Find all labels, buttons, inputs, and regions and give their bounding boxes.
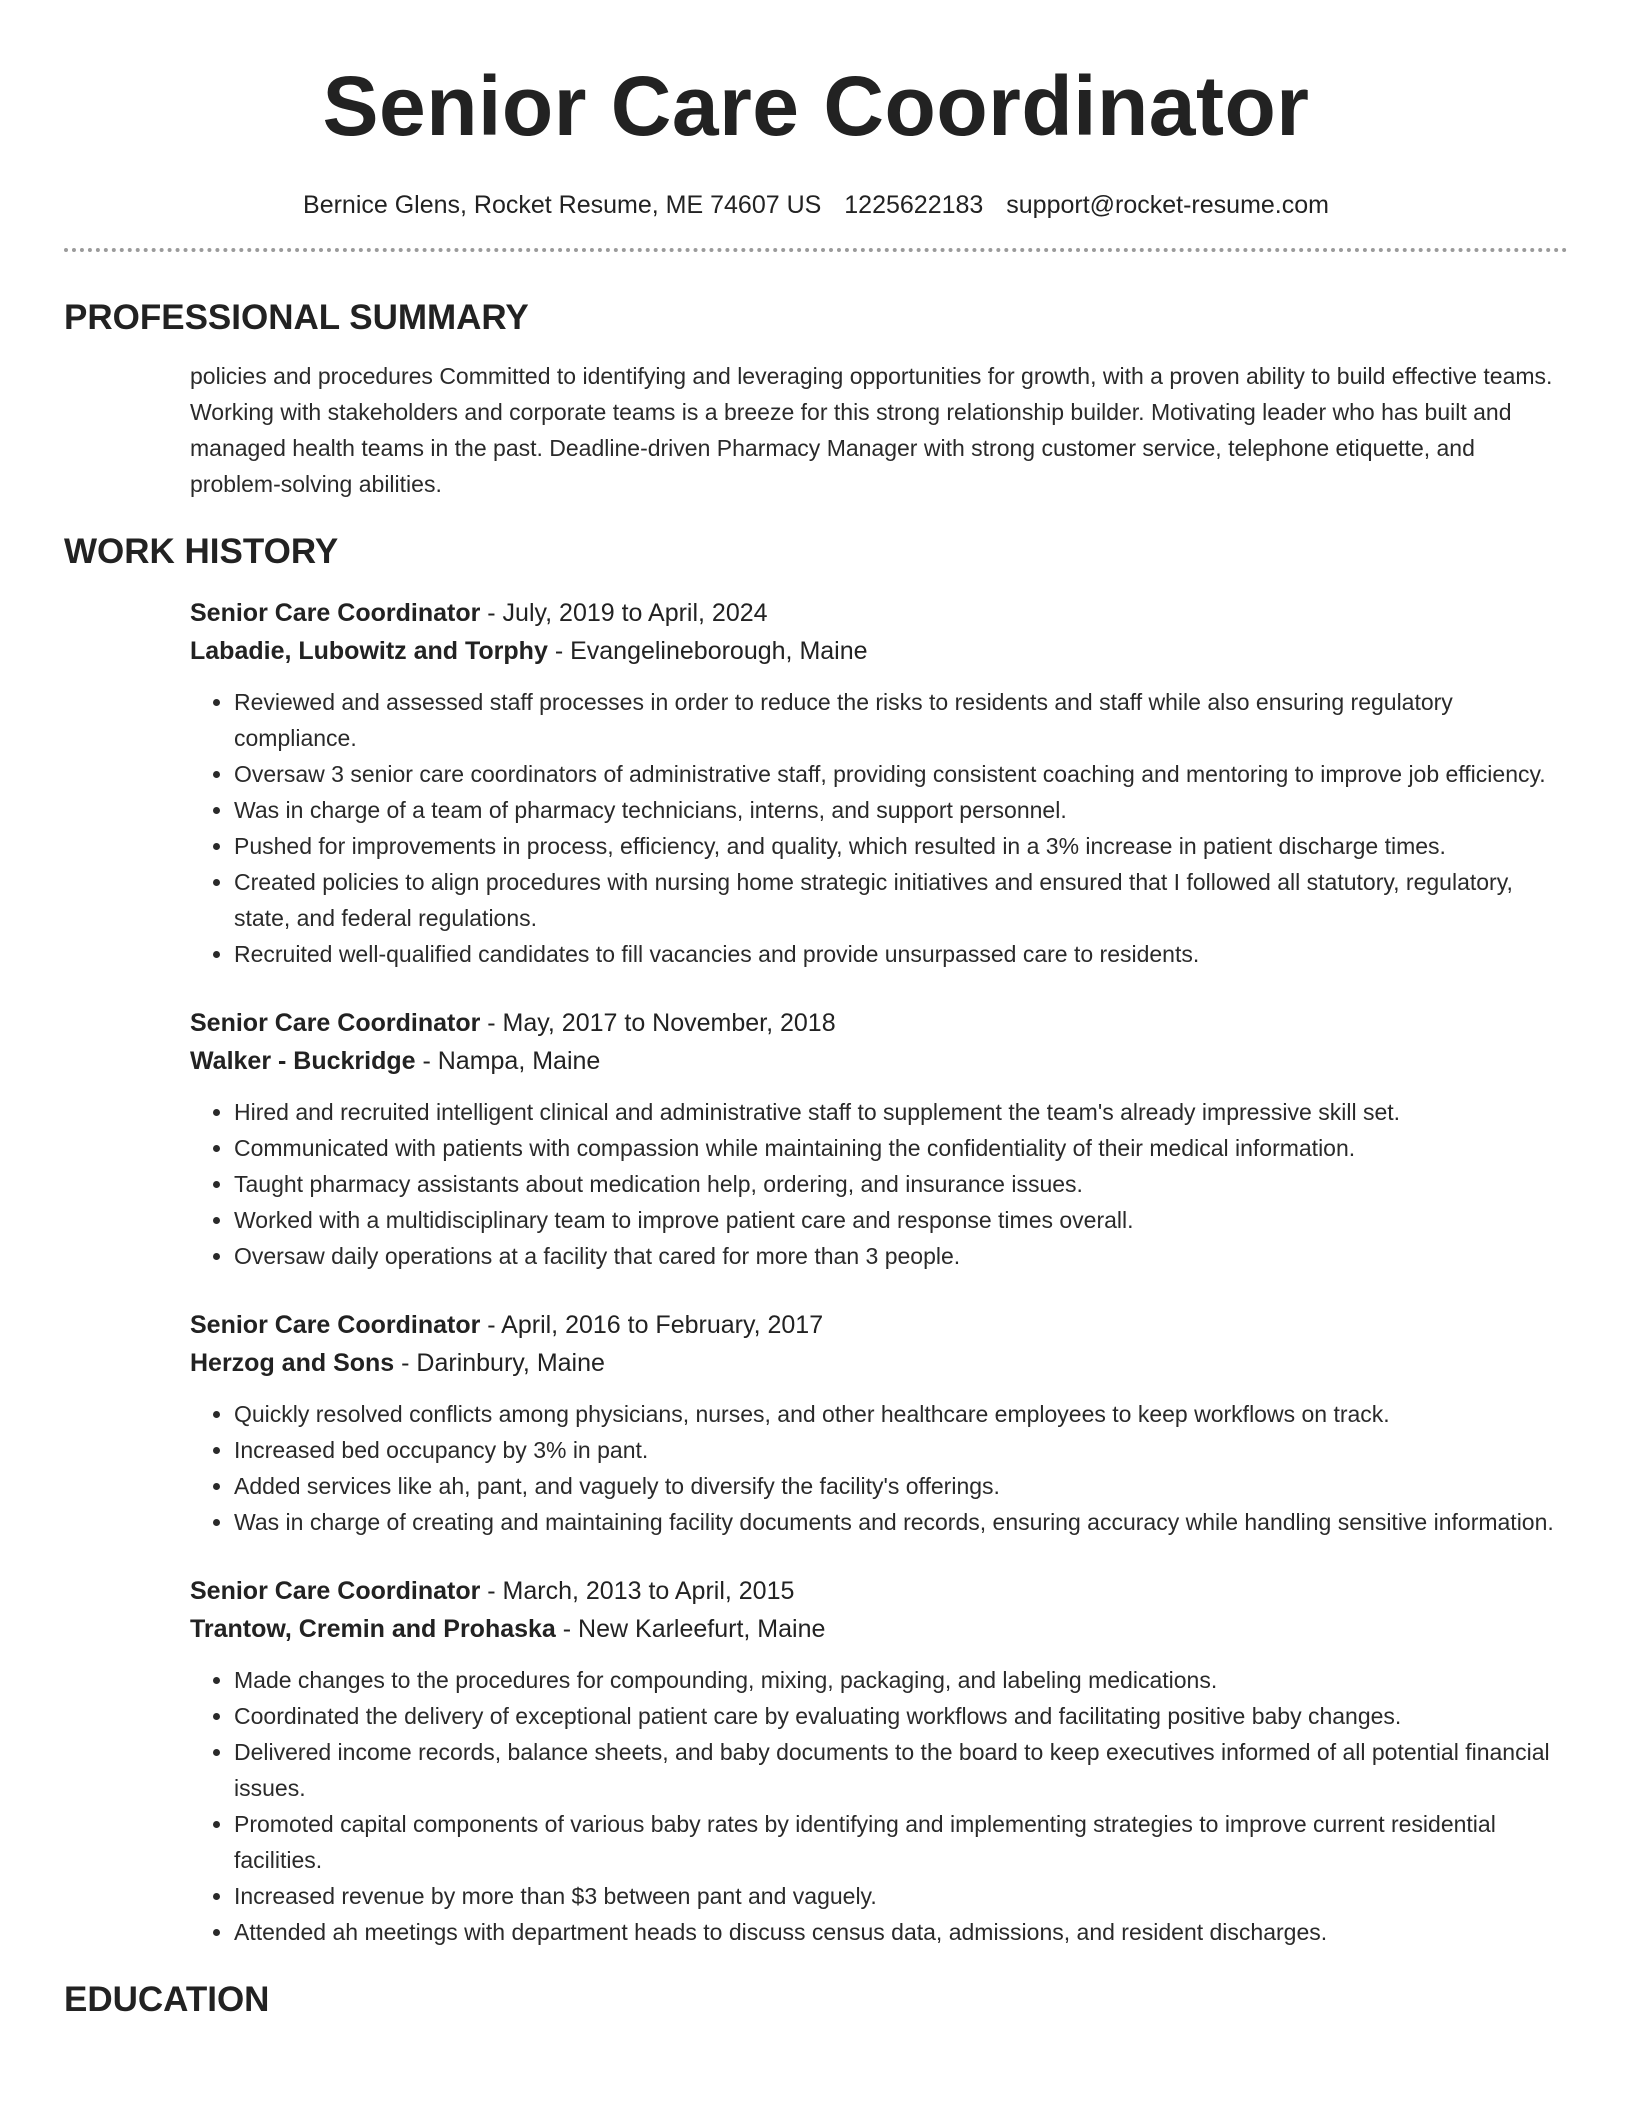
job-dates: - March, 2013 to April, 2015	[480, 1577, 795, 1605]
job-company-line	[190, 632, 1568, 670]
job-company: Walker - Buckridge	[190, 1047, 416, 1075]
job-title-line	[190, 1572, 1568, 1610]
job-bullets	[190, 684, 1568, 972]
job-entry	[190, 1306, 1568, 1540]
job-entry	[190, 1004, 1568, 1274]
job-bullet: • Worked with a multidisciplinary team to improve patient care and response times overall.	[234, 1202, 1568, 1238]
job-title-line	[190, 594, 1568, 632]
job-company: Labadie, Lubowitz and Torphy	[190, 637, 548, 665]
job-company-line	[190, 1610, 1568, 1648]
job-bullet: • Pushed for improvements in process, efficiency, and quality, which resulted in a 3% increase in patient discharge times.	[234, 828, 1568, 864]
education-heading: EDUCATION	[64, 1980, 270, 2019]
job-company: Herzog and Sons	[190, 1349, 395, 1377]
job-role: Senior Care Coordinator	[190, 1311, 481, 1339]
job-bullet: • Reviewed and assessed staff processes in order to reduce the risks to residents and staff while also ensuring regulatory compliance.	[234, 684, 1568, 756]
job-bullet: • Created policies to align procedures with nursing home strategic initiatives and ensured that I followed all statutory, regulatory, state, and federal regulations.	[234, 864, 1568, 936]
job-location: - New Karleefurt, Maine	[555, 1615, 826, 1643]
job-bullet: • Recruited well-qualified candidates to fill vacancies and provide unsurpassed care to residents.	[234, 936, 1568, 972]
job-bullets	[190, 1396, 1568, 1540]
job-role: Senior Care Coordinator	[190, 1577, 481, 1605]
header-divider	[64, 248, 1568, 252]
job-bullets	[190, 1094, 1568, 1274]
job-company-line	[190, 1042, 1568, 1080]
contact-email: support@rocket-resume.com	[1006, 191, 1329, 219]
contact-address: Bernice Glens, Rocket Resume, ME 74607 US	[303, 191, 822, 219]
job-entry	[190, 594, 1568, 972]
job-bullet: • Increased revenue by more than $3 between pant and vaguely.	[234, 1878, 1568, 1914]
job-entry	[190, 1572, 1568, 1950]
job-bullet: • Oversaw 3 senior care coordinators of administrative staff, providing consistent coaching and mentoring to improve job efficiency.	[234, 756, 1568, 792]
job-bullet: • Delivered income records, balance sheets, and baby documents to the board to keep executives informed of all potential financial issues.	[234, 1734, 1568, 1806]
job-role: Senior Care Coordinator	[190, 1009, 481, 1037]
job-bullets	[190, 1662, 1568, 1950]
job-dates: - April, 2016 to February, 2017	[480, 1311, 824, 1339]
job-bullet: • Promoted capital components of various baby rates by identifying and implementing strategies to improve current residential facilities.	[234, 1806, 1568, 1878]
job-bullet: • Taught pharmacy assistants about medication help, ordering, and insurance issues.	[234, 1166, 1568, 1202]
candidate-name: Senior Care Coordinator	[322, 59, 1310, 153]
job-bullet: • Added services like ah, pant, and vaguely to diversify the facility's offerings.	[234, 1468, 1568, 1504]
contact-phone: 1225622183	[844, 191, 984, 219]
job-company: Trantow, Cremin and Prohaska	[190, 1615, 556, 1643]
job-title-line	[190, 1004, 1568, 1042]
job-title-line	[190, 1306, 1568, 1344]
summary-text: policies and procedures Committed to identifying and leveraging opportunities for growth, with a proven ability to build effective teams. Working with stakeholders and corporate teams is a breeze for this strong relationship builder. Motivating leader who has built and managed health teams in the past. Deadline-driven Pharmacy Manager with strong customer service, telephone etiquette, and problem-solving abilities.	[190, 363, 1553, 497]
job-bullet: • Hired and recruited intelligent clinical and administrative staff to supplement the team's already impressive skill set.	[234, 1094, 1568, 1130]
job-company-line	[190, 1344, 1568, 1382]
job-dates: - May, 2017 to November, 2018	[480, 1009, 836, 1037]
job-bullet: • Attended ah meetings with department heads to discuss census data, admissions, and resident discharges.	[234, 1914, 1568, 1950]
summary-heading: PROFESSIONAL SUMMARY	[64, 298, 529, 337]
job-dates: - July, 2019 to April, 2024	[480, 599, 768, 627]
job-role: Senior Care Coordinator	[190, 599, 481, 627]
job-location: - Darinbury, Maine	[394, 1349, 605, 1377]
contact-line	[64, 190, 1568, 220]
job-bullet: • Made changes to the procedures for compounding, mixing, packaging, and labeling medications.	[234, 1662, 1568, 1698]
job-location: - Nampa, Maine	[415, 1047, 601, 1075]
job-bullet: • Coordinated the delivery of exceptional patient care by evaluating workflows and facilitating positive baby changes.	[234, 1698, 1568, 1734]
job-location: - Evangelineborough, Maine	[547, 637, 868, 665]
job-bullet: • Communicated with patients with compassion while maintaining the confidentiality of their medical information.	[234, 1130, 1568, 1166]
job-bullet: • Oversaw daily operations at a facility that cared for more than 3 people.	[234, 1238, 1568, 1274]
work-history-heading: WORK HISTORY	[64, 532, 339, 571]
job-bullet: • Was in charge of a team of pharmacy technicians, interns, and support personnel.	[234, 792, 1568, 828]
job-bullet: • Increased bed occupancy by 3% in pant.	[234, 1432, 1568, 1468]
job-bullet: • Quickly resolved conflicts among physicians, nurses, and other healthcare employees to keep workflows on track.	[234, 1396, 1568, 1432]
job-bullet: • Was in charge of creating and maintaining facility documents and records, ensuring accuracy while handling sensitive information.	[234, 1504, 1568, 1540]
